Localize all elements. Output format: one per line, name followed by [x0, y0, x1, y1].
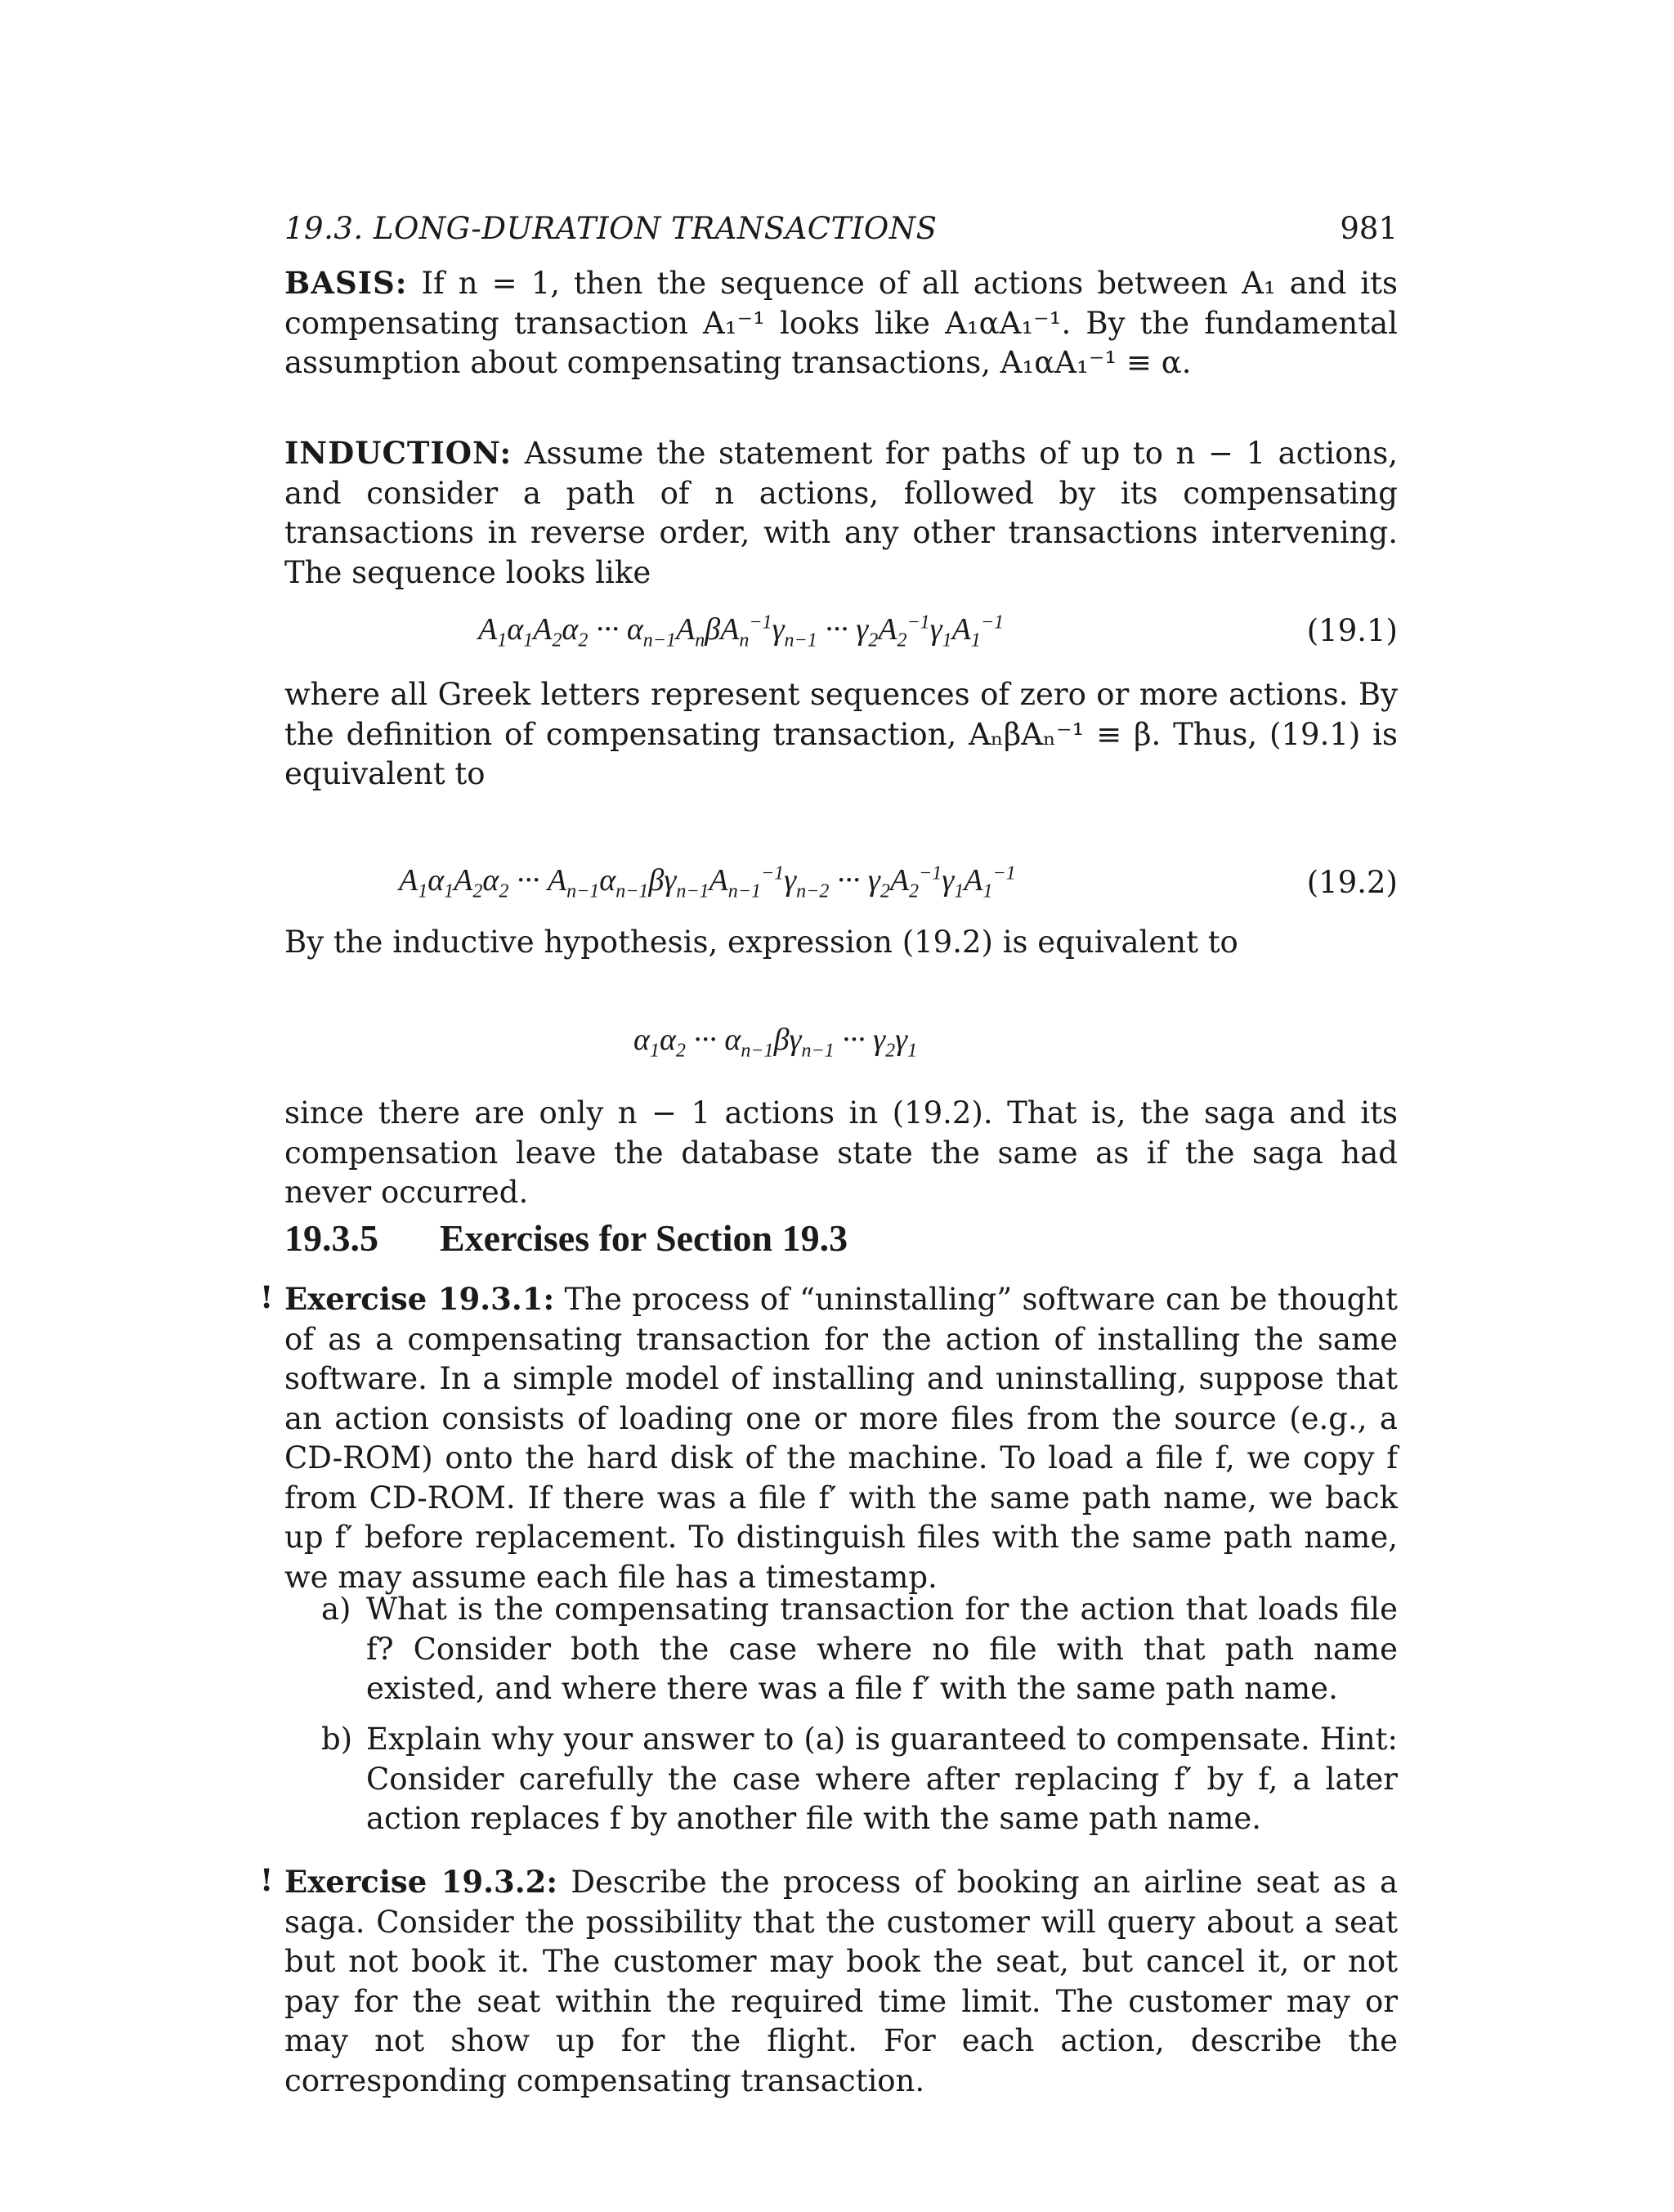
section-number: 19.3.5 — [284, 1217, 378, 1259]
part-marker: a) — [321, 1592, 351, 1627]
section-heading — [284, 1216, 848, 1260]
part-text: What is the compensating transaction for the action that loads file f? Consider both the case where no file with that path name existed, and where there was a file f′ with the same path name. — [366, 1592, 1398, 1706]
exercise-19-3-1 — [284, 1279, 1398, 1597]
exercise-label: Exercise 19.3.2: — [284, 1864, 558, 1900]
exercise-text: The process of “uninstalling” software can be thought of as a compensating transaction for the action of installing the same software. In a simple model of installing and uninstalling, suppose that an action consists of loading one or more files from the source (e.g., a CD-ROM) onto the hard disk of the machine. To load a file f, we copy f from CD-ROM. If there was a file f′ with the same path name, we back up f′ before replacement. To distinguish files with the same path name, we may assume each file has a timestamp. — [284, 1282, 1399, 1595]
exercise-part-b — [321, 1720, 1398, 1839]
section-title: Exercises for Section 19.3 — [440, 1217, 848, 1259]
part-text: Explain why your answer to (a) is guaranteed to compensate. Hint: Consider carefully the case where after replacing f′ by f, a later action replaces f by another file with the same path name. — [366, 1722, 1398, 1836]
paragraph-after-eq3: since there are only n − 1 actions in (19.2). That is, the saga and its compensation leave the database state the same as if the saga had never occurred. — [284, 1095, 1398, 1210]
page-number: 981 — [1340, 211, 1398, 246]
induction-label: INDUCTION: — [284, 435, 512, 471]
exercise-19-3-2 — [284, 1862, 1398, 2101]
induction-paragraph — [284, 433, 1398, 593]
difficulty-marker: ! — [260, 1862, 274, 1898]
exercise-label: Exercise 19.3.1: — [284, 1281, 555, 1317]
equation-19-2-number: (19.2) — [1306, 865, 1398, 900]
exercise-part-a — [321, 1590, 1398, 1709]
equation-19-2: $A_1\alpha_1A_2\alpha_2$ ··· $A_{n-1}\alpha_{n-1}\beta\gamma_{n-1}A_{n-1}^{-1}\gamma_{n-2}$ ··· $\gamma_2A_2^{-1}\gamma_1A_1^{-1}$ — [399, 862, 1016, 902]
equation-19-1-number: (19.1) — [1306, 613, 1398, 648]
difficulty-marker: ! — [260, 1279, 274, 1315]
running-title: 19.3. LONG-DURATION TRANSACTIONS — [284, 211, 938, 246]
equation-reduced: $\alpha_1\alpha_2$ ··· $\alpha_{n-1}\beta\gamma_{n-1}$ ··· $\gamma_2\gamma_1$ — [633, 1023, 918, 1062]
induction-text: Assume the statement for paths of up to n − 1 actions, and consider a path of n actions, followed by its compensating transactions in reverse order, with any other transactions intervening. The sequence looks like — [284, 436, 1398, 590]
paragraph-after-eq2: By the inductive hypothesis, expression (19.2) is equivalent to — [284, 925, 1238, 960]
part-marker: b) — [321, 1722, 353, 1757]
basis-text: If n = 1, then the sequence of all actions between A₁ and its compensating transaction A₁⁻¹ looks like A₁αA₁⁻¹. By the fundamental assumption about compensating transactions, A₁αA₁⁻¹ ≡ α. — [284, 266, 1398, 380]
basis-paragraph — [284, 263, 1398, 383]
basis-label: BASIS: — [284, 265, 408, 301]
page-header — [284, 211, 1398, 252]
paragraph-after-eq1: where all Greek letters represent sequences of zero or more actions. By the definition of compensating transaction, AₙβAₙ⁻¹ ≡ β. Thus, (19.1) is equivalent to — [284, 677, 1398, 791]
equation-19-1: $A_1\alpha_1A_2\alpha_2$ ··· $\alpha_{n-1}A_n\beta A_n^{-1}\gamma_{n-1}$ ··· $\gamma_2A_2^{-1}\gamma_1A_1^{-1}$ — [478, 611, 1005, 652]
exercise-text: Describe the process of booking an airline seat as a saga. Consider the possibility that the customer will query about a seat but not book it. The customer may book the seat, but cancel it, or not pay for the seat within the required time limit. The customer may or may not show up for the flight. For each action, describe the corresponding compensating transaction. — [284, 1865, 1398, 2098]
